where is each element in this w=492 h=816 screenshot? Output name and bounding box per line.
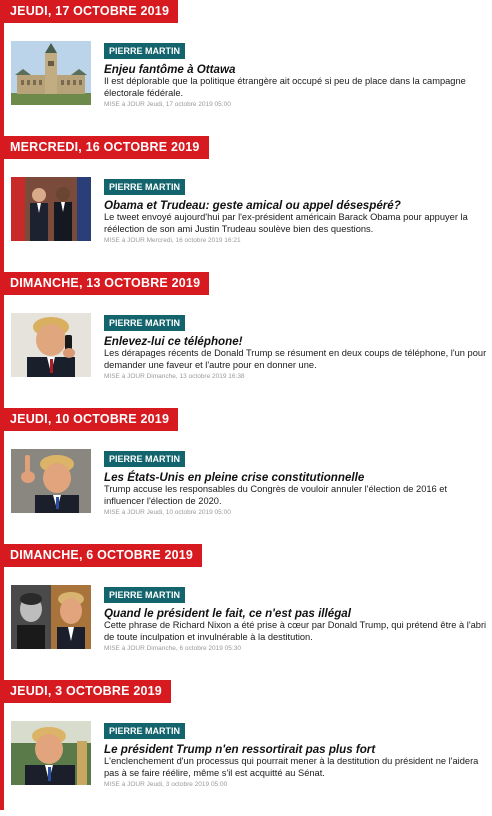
update-timestamp: MISE à JOUR Mercredi, 16 octobre 2019 16:21	[104, 237, 241, 245]
article-title[interactable]: Enjeu fantôme à Ottawa	[104, 63, 236, 76]
day-section	[0, 544, 492, 680]
article-summary: Trump accuse les responsables du Congrès de vouloir annuler l'élection de 2016 et influencer l'élection de 2020.	[104, 484, 448, 506]
phone-call-photo-icon[interactable]	[11, 313, 91, 377]
article-title[interactable]: Enlevez-lui ce téléphone!	[104, 335, 243, 348]
article-title[interactable]: Quand le président le fait, ce n'est pas illégal	[104, 607, 351, 620]
article-title[interactable]: Le président Trump n'en ressortirait pas plus fort	[104, 743, 376, 756]
author-badge[interactable]: PIERRE MARTIN	[104, 451, 185, 467]
article-title[interactable]: Les États-Unis en pleine crise constitutionnelle	[104, 471, 365, 484]
day-section	[0, 0, 492, 136]
author-badge[interactable]: PIERRE MARTIN	[104, 723, 185, 739]
article-summary: Il est déplorable que la politique étrangère ait occupé si peu de place dans la campagne électorale fédérale.	[104, 76, 466, 98]
update-timestamp: MISE à JOUR Dimanche, 6 octobre 2019 05:30	[104, 645, 241, 653]
author-badge[interactable]: PIERRE MARTIN	[104, 587, 185, 603]
date-banner: DIMANCHE, 13 OCTOBRE 2019	[0, 272, 209, 295]
update-timestamp: MISE à JOUR Jeudi, 10 octobre 2019 05:00	[104, 509, 231, 517]
update-timestamp: MISE à JOUR Jeudi, 3 octobre 2019 05:00	[104, 781, 228, 789]
date-banner: JEUDI, 10 OCTOBRE 2019	[0, 408, 178, 431]
date-banner: JEUDI, 3 OCTOBRE 2019	[0, 680, 171, 703]
update-timestamp: MISE à JOUR Jeudi, 17 octobre 2019 05:00	[104, 101, 231, 109]
day-section	[0, 408, 492, 544]
day-section	[0, 136, 492, 272]
author-badge[interactable]: PIERRE MARTIN	[104, 315, 185, 331]
two-portraits-photo-icon[interactable]	[11, 585, 91, 649]
article-summary: L'enclenchement d'un processus qui pourrait mener à la destitution du président ne l'aidera pas à se faire réélire, même s'il est acquitté au Sénat.	[104, 756, 479, 778]
author-badge[interactable]: PIERRE MARTIN	[104, 179, 185, 195]
day-section	[0, 680, 492, 816]
article-summary: Cette phrase de Richard Nixon a été prise à cœur par Donald Trump, qui prétend être à l'abri de toute inculpation et invulnérable à la destitution.	[104, 620, 487, 642]
date-banner: JEUDI, 17 OCTOBRE 2019	[0, 0, 178, 23]
date-banner: DIMANCHE, 6 OCTOBRE 2019	[0, 544, 202, 567]
article-summary: Le tweet envoyé aujourd'hui par l'ex-président américain Barack Obama pour appuyer la réélection de son ami Justin Trudeau soulève bien des questions.	[104, 212, 468, 234]
author-badge[interactable]: PIERRE MARTIN	[104, 43, 185, 59]
president-portrait-photo-icon[interactable]	[11, 721, 91, 785]
day-section	[0, 272, 492, 408]
update-timestamp: MISE à JOUR Dimanche, 13 octobre 2019 16:38	[104, 373, 245, 381]
article-title[interactable]: Obama et Trudeau: geste amical ou appel désespéré?	[104, 199, 401, 212]
parliament-photo-icon[interactable]	[11, 41, 91, 105]
article-summary: Les dérapages récents de Donald Trump se résument en deux coups de téléphone, l'un pour demander une faveur et l'autre pour en donner une.	[104, 348, 487, 370]
pointing-man-photo-icon[interactable]	[11, 449, 91, 513]
two-leaders-photo-icon[interactable]	[11, 177, 91, 241]
date-banner: MERCREDI, 16 OCTOBRE 2019	[0, 136, 209, 159]
